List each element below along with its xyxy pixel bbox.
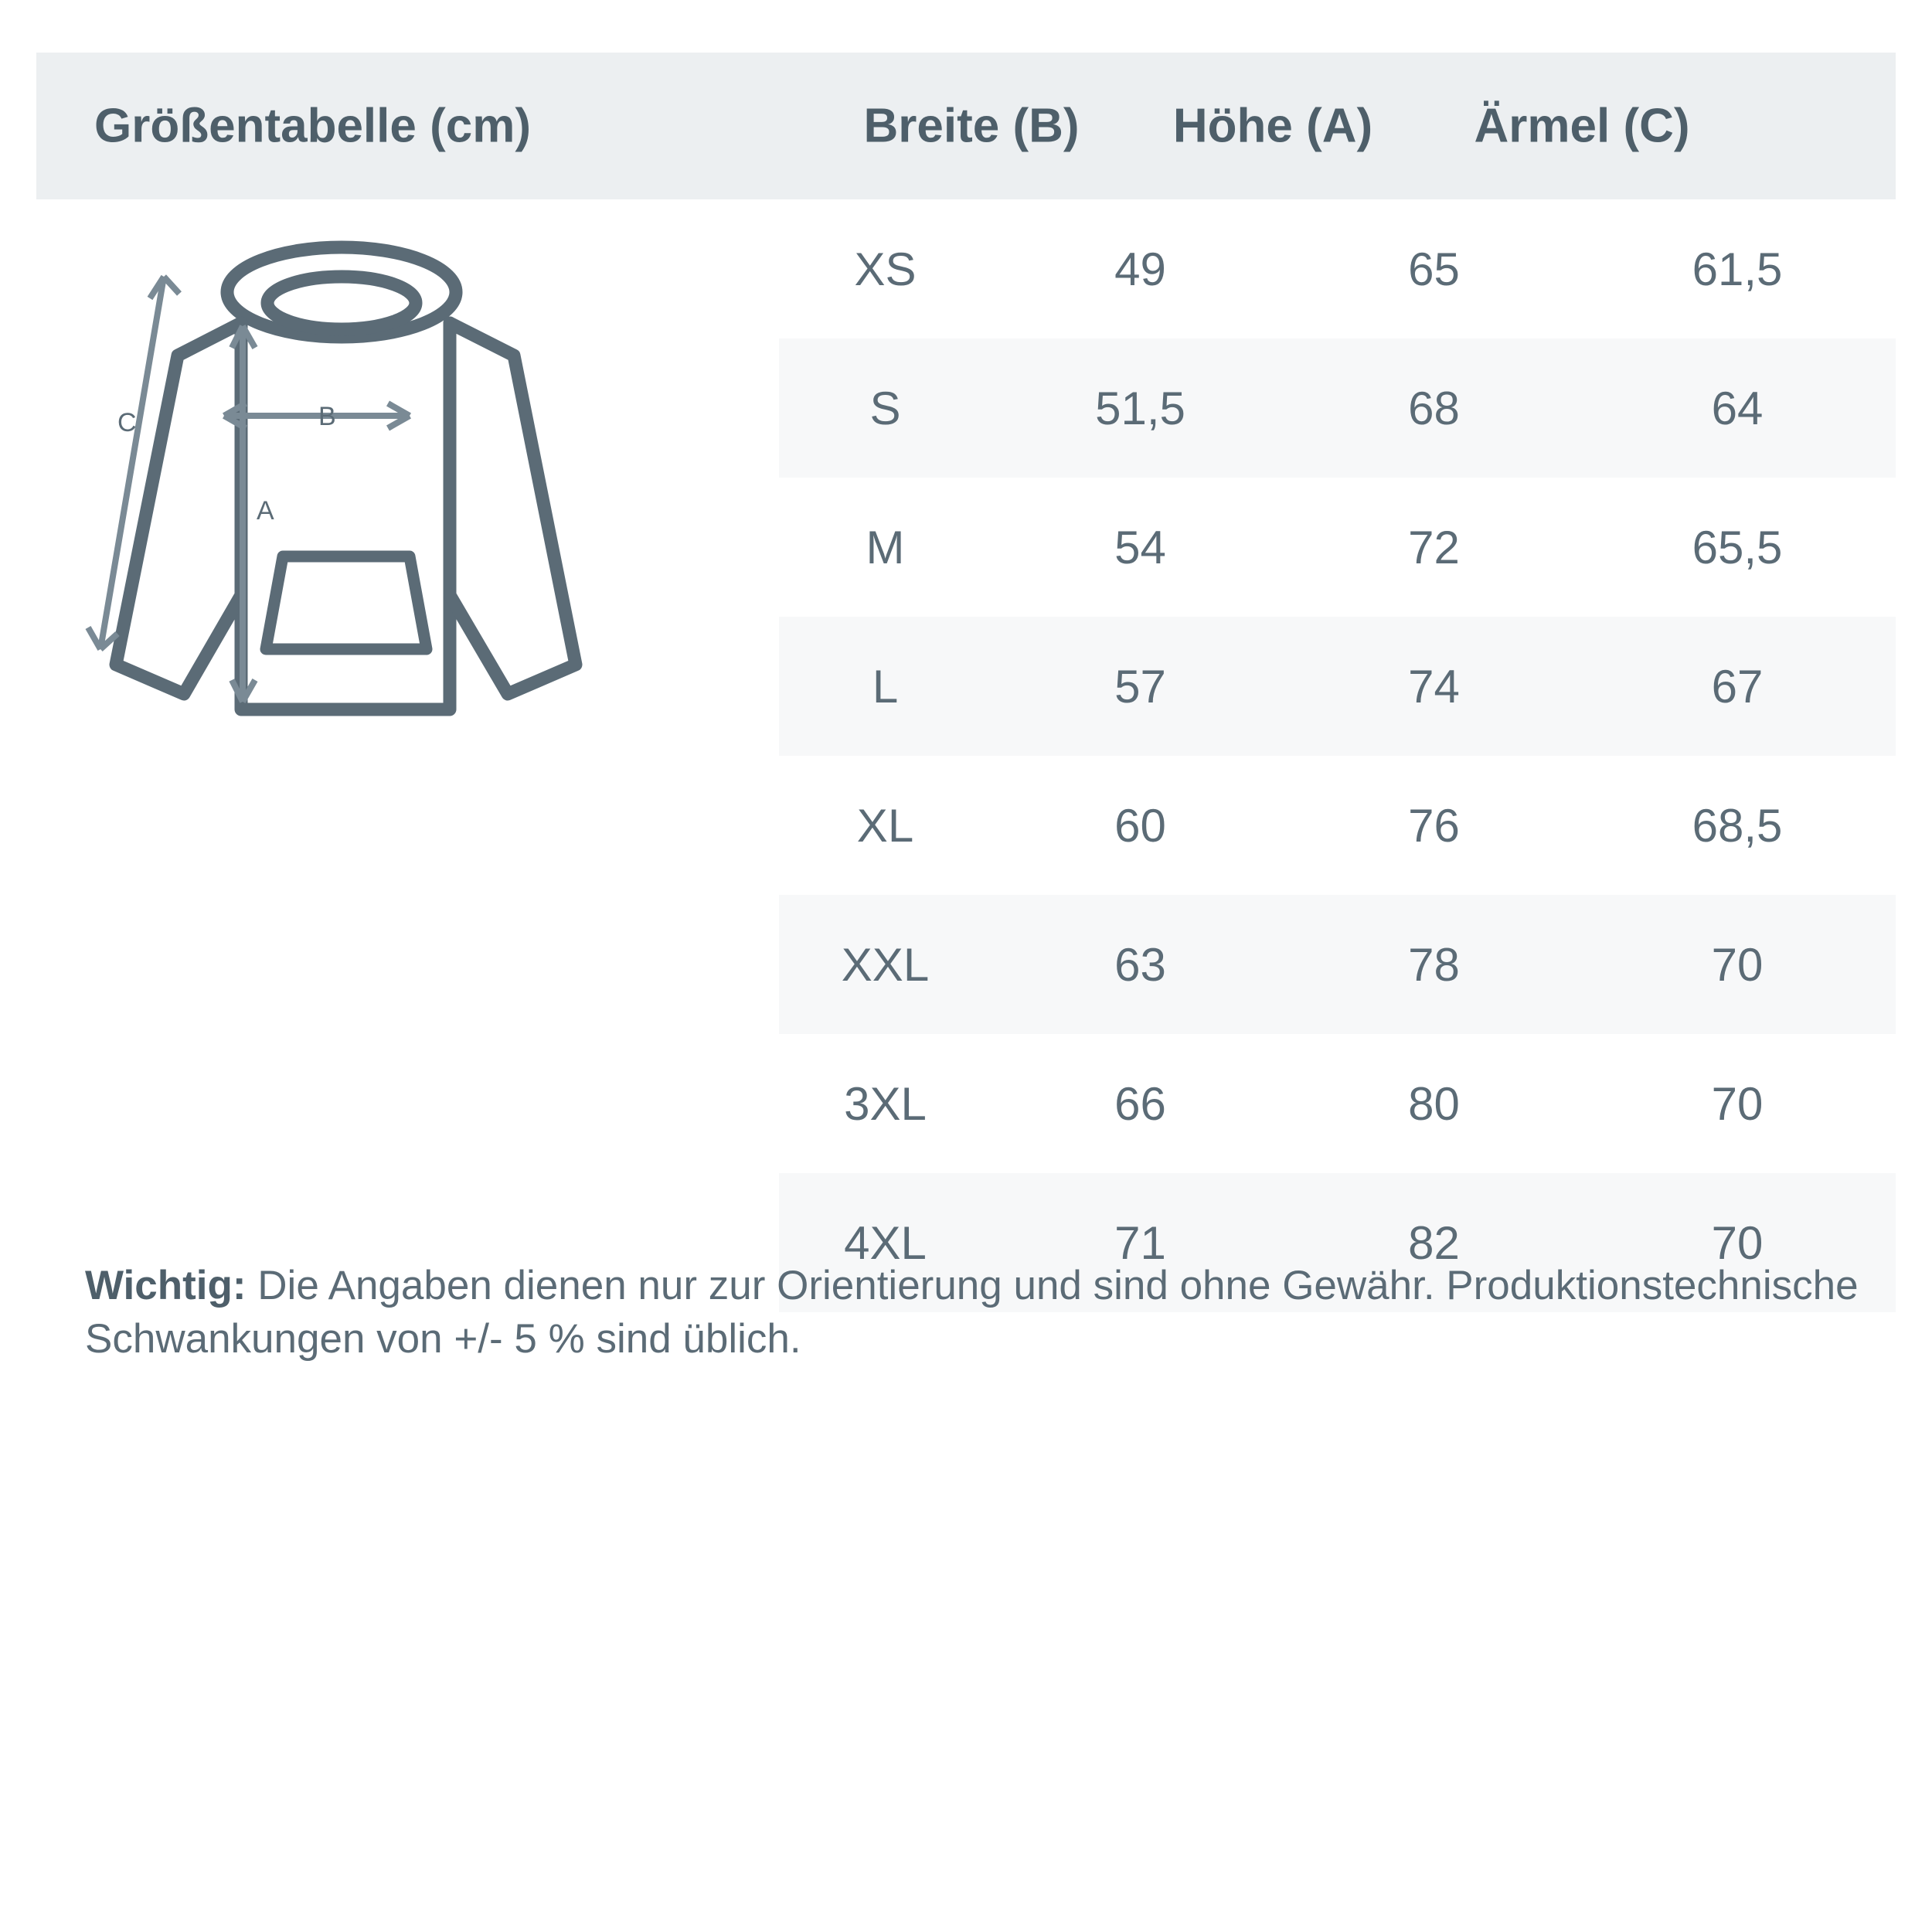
cell-sleeve: 67 — [1711, 660, 1764, 713]
disclaimer-label: Wichtig: — [85, 1263, 247, 1308]
cell-height: 80 — [1408, 1077, 1460, 1130]
cell-height: 74 — [1408, 660, 1460, 713]
cell-height: 76 — [1408, 799, 1460, 852]
cell-size: XXL — [841, 938, 930, 991]
column-headers — [817, 99, 1891, 154]
table-row — [779, 338, 1896, 478]
cell-sleeve: 70 — [1711, 1216, 1764, 1269]
cell-width: 54 — [1114, 521, 1166, 573]
cell-sleeve: 65,5 — [1692, 521, 1783, 573]
cell-size: L — [872, 660, 899, 713]
table-row — [779, 199, 1896, 338]
cell-height: 68 — [1408, 382, 1460, 434]
cell-width: 57 — [1114, 660, 1166, 713]
cell-size: XS — [854, 243, 917, 295]
column-header-height: Höhe (A) — [1172, 99, 1373, 153]
cell-sleeve: 70 — [1711, 1077, 1764, 1130]
cell-sleeve: 64 — [1711, 382, 1764, 434]
cell-width: 60 — [1114, 799, 1166, 852]
cell-size: 4XL — [844, 1216, 927, 1269]
label-sleeve: C — [117, 408, 137, 437]
table-row — [779, 478, 1896, 617]
cell-sleeve: 70 — [1711, 938, 1764, 991]
page-title: Größentabelle (cm) — [94, 99, 531, 153]
cell-size: 3XL — [844, 1077, 927, 1130]
cell-height: 72 — [1408, 521, 1460, 573]
cell-width: 49 — [1114, 243, 1166, 295]
table-row — [779, 756, 1896, 895]
cell-sleeve: 68,5 — [1692, 799, 1783, 852]
cell-width: 51,5 — [1095, 382, 1185, 434]
table-row — [779, 1034, 1896, 1173]
cell-size: XL — [856, 799, 914, 852]
cell-height: 65 — [1408, 243, 1460, 295]
cell-height: 78 — [1408, 938, 1460, 991]
disclaimer-text: Die Angaben dienen nur zur Orientierung und sind ohne Gewähr. Produktionstechnische Schwankungen von +/- 5 % sind üblich. — [85, 1263, 1859, 1362]
cell-width: 66 — [1114, 1077, 1166, 1130]
cell-size: S — [869, 382, 901, 434]
cell-size: M — [866, 521, 905, 573]
cell-height: 82 — [1408, 1216, 1460, 1269]
column-header-width: Breite (B) — [863, 99, 1080, 153]
table-row — [779, 617, 1896, 756]
cell-sleeve: 61,5 — [1692, 243, 1783, 295]
column-header-sleeve: Ärmel (C) — [1474, 99, 1690, 153]
size-table — [779, 199, 1896, 1312]
table-row — [779, 895, 1896, 1034]
label-width: B — [318, 402, 336, 431]
table-header — [36, 53, 1896, 199]
disclaimer-note — [85, 1260, 1862, 1366]
cell-width: 71 — [1114, 1216, 1166, 1269]
cell-width: 63 — [1114, 938, 1166, 991]
hoodie-diagram-icon — [70, 232, 757, 819]
label-height: A — [257, 496, 274, 526]
